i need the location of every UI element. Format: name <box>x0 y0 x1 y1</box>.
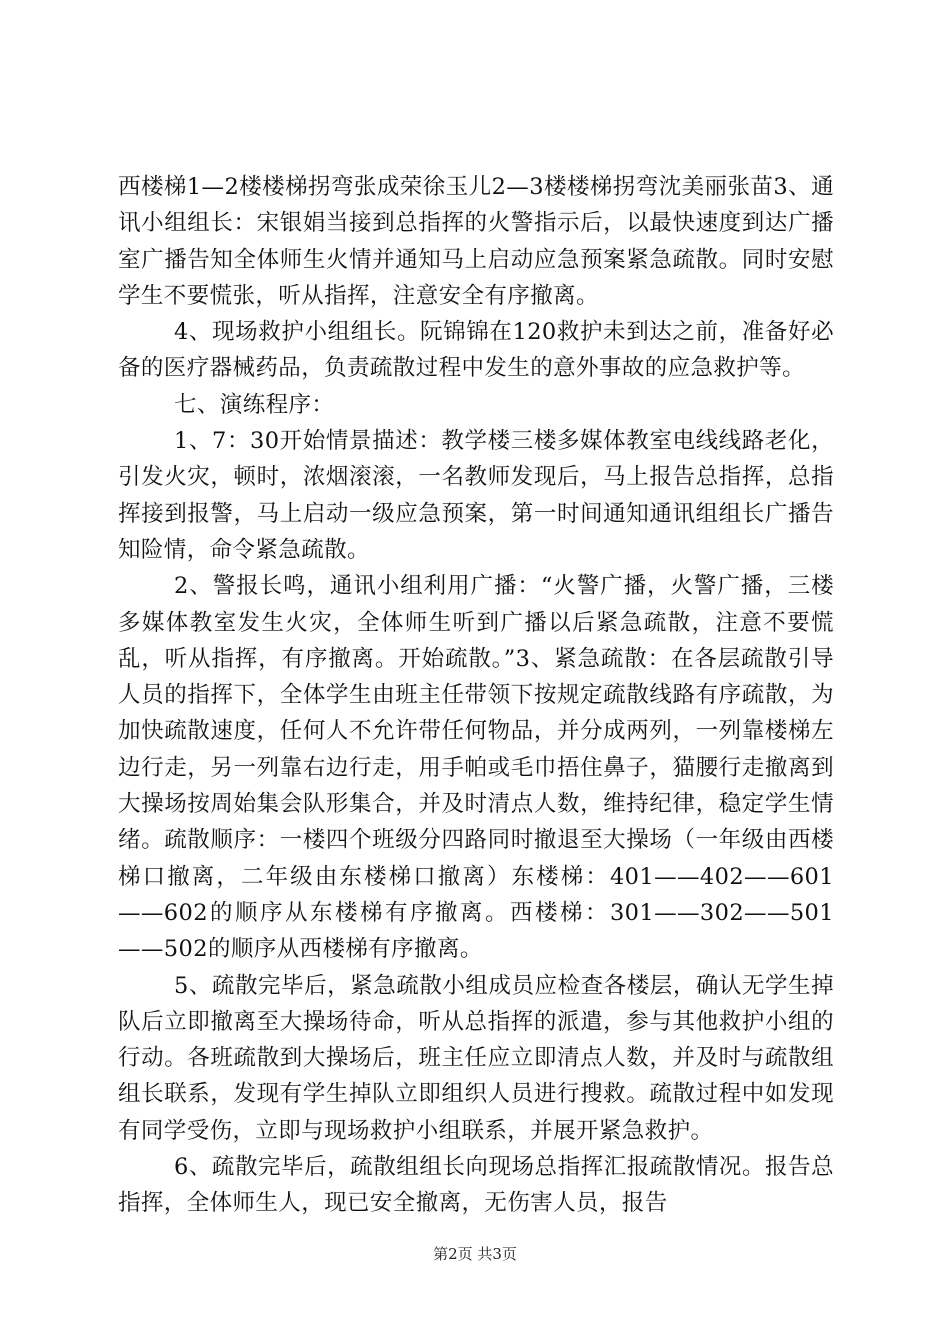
paragraph-3: 1、7：30开始情景描述：教学楼三楼多媒体教室电线线路老化，引发火灾，顿时，浓烟滚滚，一名教师发现后，马上报告总指挥，总指挥接到报警，马上启动一级应急预案，第一时间通知通讯组组长广播告知险情，命令紧急疏散。 <box>118 428 834 563</box>
section-heading: 七、演练程序： <box>174 391 335 418</box>
paragraph-2: 4、现场救护小组组长。阮锦锦在120救护未到达之前，准备好必备的医疗器械药品，负责疏散过程中发生的意外事故的应急救护等。 <box>118 319 834 382</box>
paragraph-4: 2、警报长鸣，通讯小组利用广播：“火警广播，火警广播，三楼多媒体教室发生火灾，全体师生听到广播以后紧急疏散，注意不要慌乱，听从指挥，有序撤离。开始疏散。”3、紧急疏散：在各层疏散引导人员的指挥下，全体学生由班主任带领下按规定疏散线路有序疏散，为加快疏散速度，任何人不允许带任何物品，并分成两列，一列靠楼梯左边行走，另一列靠右边行走，用手帕或毛巾捂住鼻子，猫腰行走撤离到大操场按周始集会队形集合，并及时清点人数，维持纪律，稳定学生情绪。疏散顺序：一楼四个班级分四路同时撤退至大操场（一年级由西楼梯口撤离，二年级由东楼梯口撤离）东楼梯：401——402——601——602的顺序从东楼梯有序撤离。西楼梯：301——302——501——502的顺序从西楼梯有序撤离。 <box>118 573 834 963</box>
paragraph-6: 6、疏散完毕后，疏散组组长向现场总指挥汇报疏散情况。报告总指挥，全体师生人，现已安全撤离，无伤害人员，报告 <box>118 1154 834 1217</box>
document-body <box>118 169 834 1222</box>
paragraph-5: 5、疏散完毕后，紧急疏散小组成员应检查各楼层，确认无学生掉队后立即撤离至大操场待命，听从总指挥的派遣，参与其他救护小组的行动。各班疏散到大操场后，班主任应立即清点人数，并及时与疏散组组长联系，发现有学生掉队立即组织人员进行搜救。疏散过程中如发现有同学受伤，立即与现场救护小组联系，并展开紧急救护。 <box>118 972 834 1144</box>
paragraph-1: 西楼梯1—2楼楼梯拐弯张成荣徐玉儿2—3楼楼梯拐弯沈美丽张苗3、通讯小组组长：宋银娟当接到总指挥的火警指示后，以最快速度到达广播室广播告知全体师生火情并通知马上启动应急预案紧急疏散。同时安慰学生不要慌张，听从指挥，注意安全有序撤离。 <box>118 174 834 309</box>
page-footer: 第2页 共3页 <box>433 1245 517 1263</box>
